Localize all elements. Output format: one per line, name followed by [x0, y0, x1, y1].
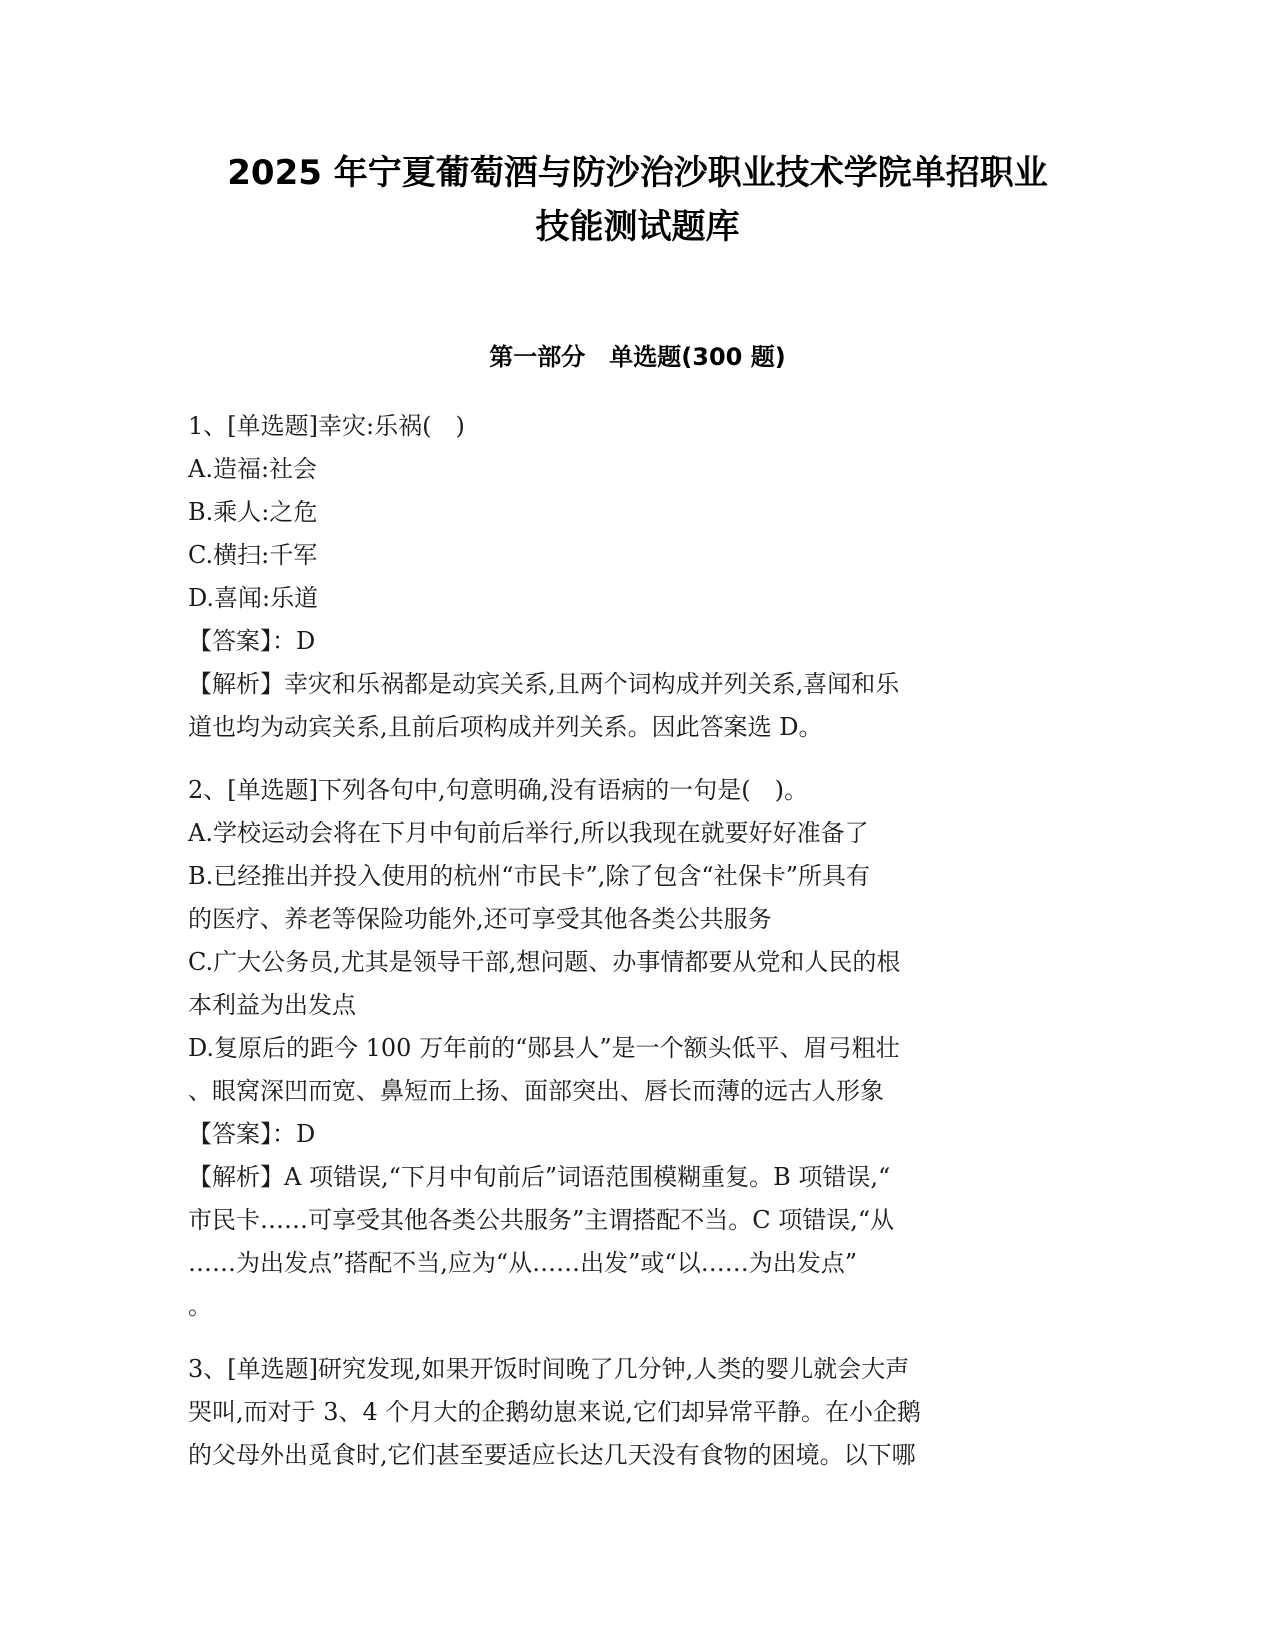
question-stem: 2、[单选题]下列各句中,句意明确,没有语病的一句是( )。: [188, 776, 808, 804]
option-d: D.复原后的距今 100 万年前的“郧县人”是一个额头低平、眉弓粗壮: [188, 1034, 900, 1062]
option-b: B.已经推出并投入使用的杭州“市民卡”,除了包含“社保卡”所具有: [188, 862, 870, 890]
question-stem: 1、[单选题]幸灾:乐祸( ): [188, 412, 465, 440]
option-a: A.造福:社会: [188, 455, 318, 483]
option-d-cont: 、眼窝深凹而宽、鼻短而上扬、面部突出、唇长而薄的远古人形象: [188, 1077, 884, 1105]
question-spacer: [188, 1328, 1088, 1348]
title-line-2: 技能测试题库: [535, 207, 740, 247]
question-stem-cont: 哭叫,而对于 3、4 个月大的企鹅幼崽来说,它们却异常平静。在小企鹅: [188, 1398, 922, 1426]
title-line-1: 2025 年宁夏葡萄酒与防沙治沙职业技术学院单招职业: [227, 153, 1048, 193]
question-spacer: [188, 749, 1088, 769]
option-d: D.喜闻:乐道: [188, 584, 319, 612]
question-list: [188, 405, 1088, 1477]
option-b-cont: 的医疗、养老等保险功能外,还可享受其他各类公共服务: [188, 905, 772, 933]
answer: 【答案】：D: [188, 627, 316, 655]
option-c-cont: 本利益为出发点: [188, 991, 356, 1019]
section-heading: 第一部分 单选题(300 题): [489, 343, 786, 371]
question-stem-cont: 的父母外出觅食时,它们甚至要适应长达几天没有食物的困境。以下哪: [188, 1441, 916, 1469]
option-c: C.横扫:千军: [188, 541, 318, 569]
option-b: B.乘人:之危: [188, 498, 318, 526]
question-2: [188, 769, 1088, 1328]
question-stem: 3、[单选题]研究发现,如果开饭时间晚了几分钟,人类的婴儿就会大声: [188, 1355, 910, 1383]
analysis-line: 市民卡……可享受其他各类公共服务”主谓搭配不当。C 项错误,“从: [188, 1206, 895, 1234]
answer: 【答案】：D: [188, 1120, 316, 1148]
question-1: [188, 405, 1088, 749]
document-title: [120, 146, 1155, 254]
analysis-line: 道也均为动宾关系,且前后项构成并列关系。因此答案选 D。: [188, 713, 823, 741]
analysis-line: ……为出发点”搭配不当,应为“从……出发”或“以……为出发点”: [188, 1249, 857, 1277]
question-3: [188, 1348, 1088, 1477]
option-c: C.广大公务员,尤其是领导干部,想问题、办事情都要从党和人民的根: [188, 948, 901, 976]
analysis-line: 【解析】A 项错误,“下月中旬前后”词语范围模糊重复。B 项错误,“: [188, 1163, 891, 1191]
analysis-line: 。: [188, 1292, 212, 1320]
option-a: A.学校运动会将在下月中旬前后举行,所以我现在就要好好准备了: [188, 819, 869, 847]
analysis-line: 【解析】幸灾和乐祸都是动宾关系,且两个词构成并列关系,喜闻和乐: [188, 670, 900, 698]
